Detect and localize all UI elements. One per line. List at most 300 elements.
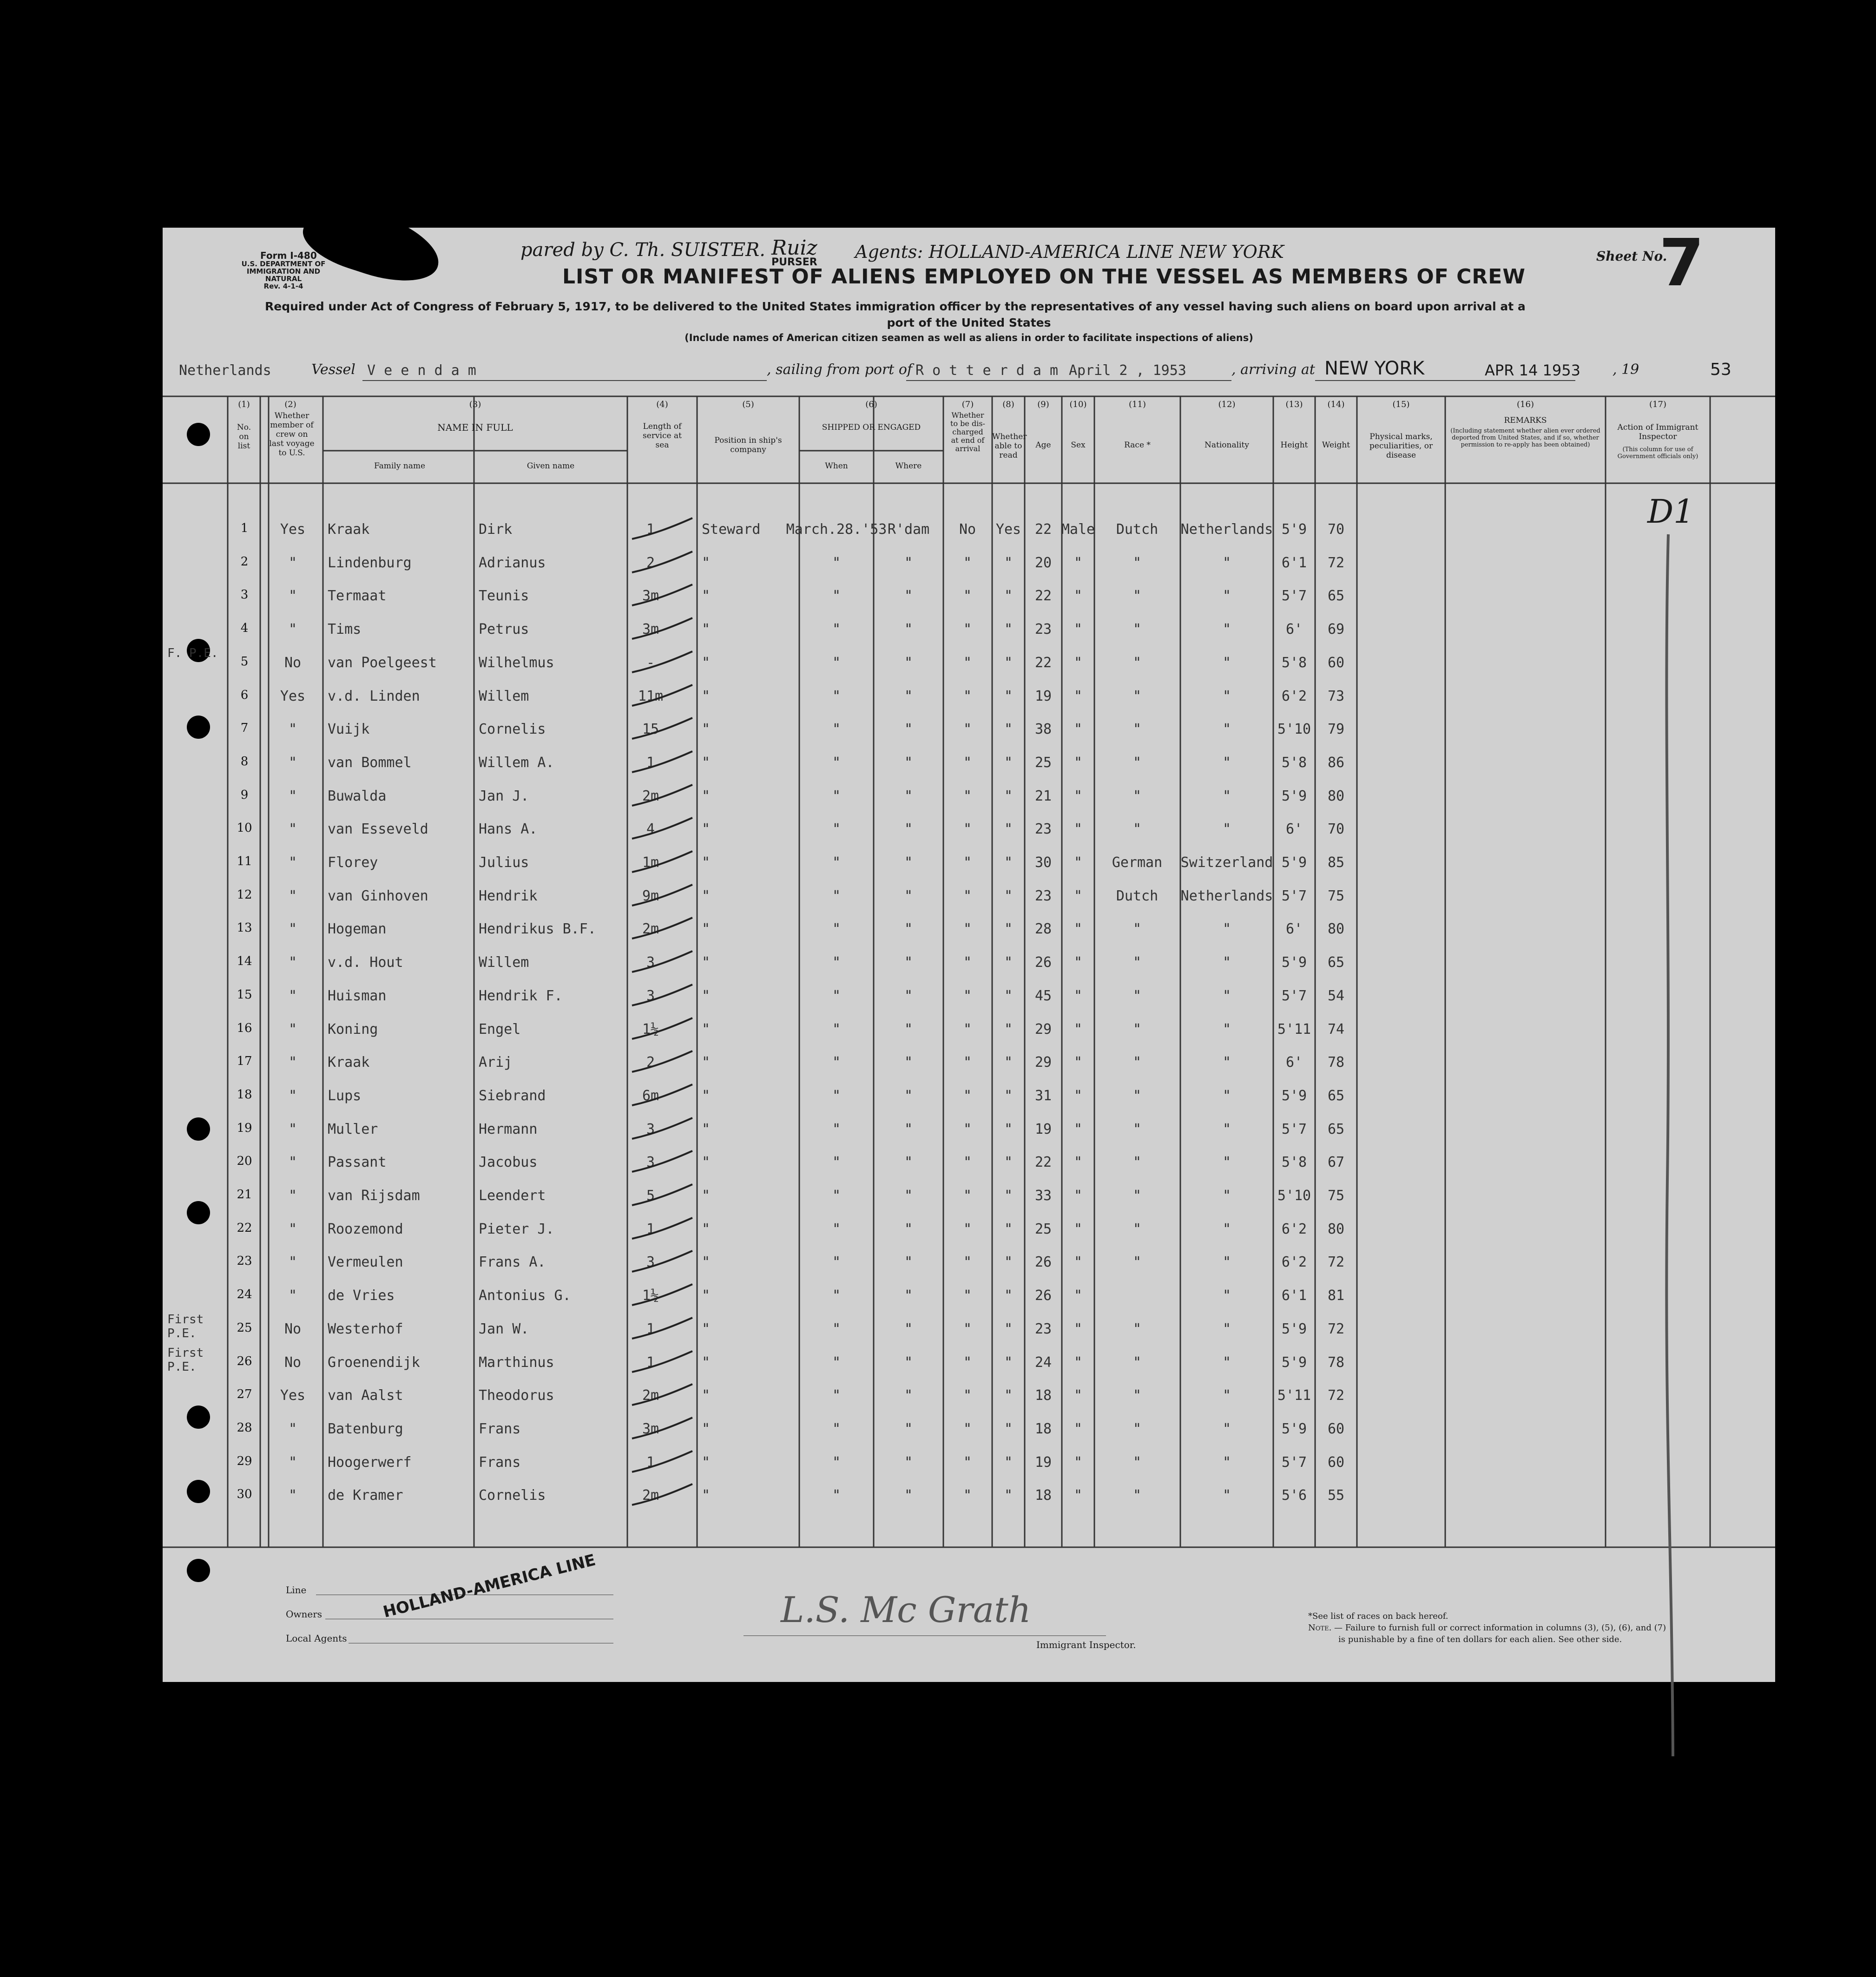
cell-when: "	[832, 1454, 841, 1471]
cell-given: Willem A.	[479, 754, 554, 771]
cell-service: 2m	[642, 1487, 659, 1504]
cell-when: "	[832, 854, 841, 871]
cell-height: 6'	[1285, 621, 1303, 638]
cell-age: 23	[1034, 887, 1052, 904]
cell-height: 6'	[1285, 1054, 1303, 1071]
cell-family: van Poelgeest	[328, 654, 437, 671]
cell-when: "	[832, 1188, 841, 1204]
col8-num: (8)	[1002, 400, 1014, 409]
pen-check-mark	[630, 749, 695, 777]
subtitle-3: (Include names of American citizen seamen as well as aliens in order to facilitate inspections of aliens)	[685, 332, 1253, 343]
cell-when: "	[832, 987, 841, 1004]
cell-where: "	[904, 654, 913, 671]
cell-nationality: Switzerland	[1180, 854, 1273, 871]
cell-service: 2m	[642, 921, 659, 938]
cell-no: 7	[240, 721, 249, 736]
cell-prev: "	[288, 921, 297, 938]
pen-check-mark	[630, 1049, 695, 1077]
pen-check-mark	[630, 616, 695, 644]
cell-nationality: "	[1222, 821, 1231, 838]
cell-age: 25	[1034, 754, 1052, 771]
cell-where: "	[904, 1420, 913, 1437]
cell-height: 5'9	[1281, 788, 1307, 804]
col17-note: (This column for use of Government officials only)	[1617, 446, 1698, 460]
col6-where-label: Where	[895, 461, 922, 471]
cell-read: "	[1004, 1420, 1013, 1437]
cell-position: "	[702, 854, 711, 871]
cell-read: "	[1004, 1054, 1013, 1071]
agents-line: Agents: HOLLAND-AMERICA LINE NEW YORK	[855, 242, 1284, 262]
cell-family: Batenburg	[328, 1420, 403, 1437]
pen-check-mark	[630, 1182, 695, 1210]
col3-given-label: Given name	[527, 461, 575, 471]
cell-weight: 69	[1327, 621, 1345, 638]
cell-where: "	[904, 1320, 913, 1337]
cell-no: 23	[237, 1254, 252, 1268]
cell-prev: "	[288, 1487, 297, 1504]
cell-given: Siebrand	[479, 1087, 546, 1104]
cell-family: van Bommel	[328, 754, 412, 771]
cell-discharged: "	[963, 954, 972, 971]
cell-prev: "	[288, 1420, 297, 1437]
col1-num: (1)	[238, 400, 250, 409]
cell-read: "	[1004, 1287, 1013, 1304]
cell-age: 45	[1034, 987, 1052, 1004]
cell-where: "	[904, 1221, 913, 1237]
col2-num: (2)	[284, 400, 296, 409]
cell-where: "	[904, 754, 913, 771]
cell-prev: No	[284, 1354, 302, 1371]
cell-where: "	[904, 621, 913, 638]
col6-label: SHIPPED OR ENGAGED	[822, 423, 921, 432]
cell-no: 21	[237, 1188, 252, 1202]
col4-label: Length of service at sea	[643, 422, 682, 450]
cell-position: "	[702, 554, 711, 571]
cell-family: Lups	[328, 1087, 362, 1104]
cell-where: "	[904, 921, 913, 938]
cell-weight: 78	[1327, 1054, 1345, 1071]
cell-sex: "	[1073, 1354, 1083, 1371]
cell-discharged: "	[963, 588, 972, 604]
cell-when: "	[832, 1087, 841, 1104]
cell-given: Jan J.	[479, 788, 529, 804]
cell-when: March.28.'53	[786, 521, 887, 538]
cell-no: 8	[240, 754, 249, 768]
col16-num: (16)	[1517, 400, 1534, 409]
cell-where: "	[904, 1188, 913, 1204]
cell-where: "	[904, 1021, 913, 1038]
vessel-name: V e e n d a m	[367, 362, 476, 379]
cell-no: 24	[237, 1287, 252, 1302]
footer-note-star: *See list of races on back hereof.	[1308, 1611, 1448, 1621]
cell-race: "	[1132, 1154, 1142, 1171]
cell-where: "	[904, 1087, 913, 1104]
cell-service: 2	[646, 554, 655, 571]
cell-age: 24	[1034, 1354, 1052, 1371]
cell-weight: 72	[1327, 1320, 1345, 1337]
footer-line-label: Line	[286, 1584, 307, 1596]
cell-prev: "	[288, 854, 297, 871]
cell-sex: "	[1073, 1287, 1083, 1304]
cell-discharged: "	[963, 1420, 972, 1437]
cell-prev: No	[284, 1320, 302, 1337]
cell-age: 26	[1034, 1254, 1052, 1271]
cell-given: Jan W.	[479, 1320, 529, 1337]
cell-race: "	[1132, 1354, 1142, 1371]
cell-given: Pieter J.	[479, 1221, 554, 1237]
pen-check-mark	[630, 1415, 695, 1443]
cell-read: Yes	[995, 521, 1021, 538]
flag: Netherlands	[179, 362, 271, 379]
cell-given: Theodorus	[479, 1387, 554, 1404]
cell-age: 33	[1034, 1188, 1052, 1204]
cell-read: "	[1004, 954, 1013, 971]
cell-service: 1½	[642, 1021, 659, 1038]
cell-where: "	[904, 1387, 913, 1404]
cell-prev: "	[288, 1188, 297, 1204]
cell-family: Passant	[328, 1154, 387, 1171]
cell-margin-note: First P.E.	[167, 1312, 204, 1340]
cell-discharged: "	[963, 554, 972, 571]
pen-check-mark	[630, 683, 695, 710]
form-number: Form I-480	[260, 250, 317, 261]
cell-age: 23	[1034, 1320, 1052, 1337]
cell-discharged: "	[963, 1154, 972, 1171]
cell-position: "	[702, 987, 711, 1004]
cell-nationality: "	[1222, 621, 1231, 638]
cell-family: de Vries	[328, 1287, 395, 1304]
cell-height: 6'2	[1281, 1221, 1307, 1237]
cell-prev: Yes	[280, 688, 306, 704]
cell-height: 5'8	[1281, 1154, 1307, 1171]
cell-service: 1	[646, 1320, 655, 1337]
cell-race: "	[1132, 588, 1142, 604]
cell-race: Dutch	[1116, 887, 1159, 904]
manifest-title: LIST OR MANIFEST OF ALIENS EMPLOYED ON THE VESSEL AS MEMBERS OF CREW	[562, 265, 1526, 289]
cell-sex: "	[1073, 821, 1083, 838]
cell-family: Buwalda	[328, 788, 387, 804]
cell-margin-note: F. P.E.	[167, 646, 218, 660]
cell-when: "	[832, 1354, 841, 1371]
cell-position: "	[702, 1154, 711, 1171]
cell-position: "	[702, 1054, 711, 1071]
col17-num: (17)	[1649, 400, 1666, 409]
cell-read: "	[1004, 1387, 1013, 1404]
cell-read: "	[1004, 854, 1013, 871]
cell-age: 30	[1034, 854, 1052, 871]
cell-sex: "	[1073, 1054, 1083, 1071]
cell-nationality: "	[1222, 1121, 1231, 1137]
footer-note-2: is punishable by a fine of ten dollars for each alien. See other side.	[1338, 1635, 1622, 1644]
pen-check-mark	[630, 1116, 695, 1143]
cell-discharged: "	[963, 1054, 972, 1071]
cell-service: 15	[642, 721, 659, 738]
cell-nationality: "	[1222, 1287, 1231, 1304]
cell-race: "	[1132, 1087, 1142, 1104]
cell-nationality: "	[1222, 921, 1231, 938]
pen-check-mark	[630, 1482, 695, 1510]
cell-when: "	[832, 954, 841, 971]
sheet-number: 7	[1659, 225, 1705, 301]
cell-family: Muller	[328, 1121, 378, 1137]
cell-read: "	[1004, 621, 1013, 638]
cell-service: 6m	[642, 1087, 659, 1104]
purser-label: PURSER	[771, 256, 817, 268]
cell-family: Florey	[328, 854, 378, 871]
cell-weight: 72	[1327, 554, 1345, 571]
cell-sex: "	[1073, 854, 1083, 871]
cell-family: Tims	[328, 621, 362, 638]
cell-given: Julius	[479, 854, 529, 871]
cell-age: 26	[1034, 1287, 1052, 1304]
cell-height: 6'	[1285, 821, 1303, 838]
cell-age: 31	[1034, 1087, 1052, 1104]
cell-no: 3	[240, 588, 249, 602]
cell-height: 5'8	[1281, 654, 1307, 671]
cell-margin-note: First P.E.	[167, 1346, 204, 1374]
cell-given: Frans	[479, 1420, 521, 1437]
cell-prev: "	[288, 887, 297, 904]
cell-prev: "	[288, 588, 297, 604]
cell-age: 22	[1034, 1154, 1052, 1171]
subtitle-1: Required under Act of Congress of February 5, 1917, to be delivered to the United States immigration officer by the representatives of any vessel having such aliens on board upon arrival at a	[265, 300, 1526, 313]
cell-race: German	[1112, 854, 1163, 871]
cell-read: "	[1004, 1254, 1013, 1271]
cell-read: "	[1004, 1487, 1013, 1504]
cell-age: 25	[1034, 1221, 1052, 1237]
cell-given: Antonius G.	[479, 1287, 571, 1304]
cell-read: "	[1004, 921, 1013, 938]
cell-height: 5'7	[1281, 1454, 1307, 1471]
cell-no: 12	[237, 887, 252, 902]
cell-no: 30	[237, 1487, 252, 1502]
col3-num: (3)	[469, 400, 481, 409]
cell-family: van Esseveld	[328, 821, 428, 838]
cell-sex: "	[1073, 554, 1083, 571]
cell-position: "	[702, 1320, 711, 1337]
cell-sex: Male	[1061, 521, 1095, 538]
pen-check-mark	[630, 649, 695, 677]
cell-when: "	[832, 1154, 841, 1171]
cell-when: "	[832, 588, 841, 604]
cell-where: "	[904, 688, 913, 704]
cell-read: "	[1004, 1221, 1013, 1237]
cell-when: "	[832, 887, 841, 904]
cell-service: 9m	[642, 887, 659, 904]
cell-nationality: "	[1222, 554, 1231, 571]
col13-num: (13)	[1285, 400, 1303, 409]
arriving-port: NEW YORK	[1324, 358, 1425, 379]
cell-prev: "	[288, 1454, 297, 1471]
cell-discharged: No	[959, 521, 976, 538]
cell-prev: "	[288, 788, 297, 804]
cell-service: 1m	[642, 854, 659, 871]
cell-height: 5'11	[1277, 1021, 1311, 1038]
pen-check-mark	[630, 1349, 695, 1377]
cell-nationality: Netherlands	[1180, 887, 1273, 904]
pen-check-mark	[630, 949, 695, 977]
cell-family: Vermeulen	[328, 1254, 403, 1271]
cell-weight: 73	[1327, 688, 1345, 704]
cell-race: "	[1132, 1021, 1142, 1038]
year-suffix: 53	[1710, 360, 1731, 379]
cell-weight: 72	[1327, 1387, 1345, 1404]
cell-sex: "	[1073, 1320, 1083, 1337]
cell-where: "	[904, 1254, 913, 1271]
cell-height: 5'9	[1281, 1354, 1307, 1371]
inspector-check-line	[1613, 530, 1705, 1766]
cell-position: "	[702, 1354, 711, 1371]
cell-age: 22	[1034, 521, 1052, 538]
cell-when: "	[832, 1287, 841, 1304]
pen-check-mark	[630, 1149, 695, 1176]
col10-num: (10)	[1069, 400, 1087, 409]
cell-weight: 86	[1327, 754, 1345, 771]
cell-height: 6'2	[1281, 688, 1307, 704]
col6-when-label: When	[825, 461, 848, 471]
cell-nationality: "	[1222, 1354, 1231, 1371]
purser-signature: Ruiz	[771, 236, 817, 260]
cell-age: 38	[1034, 721, 1052, 738]
cell-family: van Rijsdam	[328, 1188, 420, 1204]
cell-read: "	[1004, 821, 1013, 838]
cell-service: 2	[646, 1054, 655, 1071]
cell-nationality: "	[1222, 1420, 1231, 1437]
cell-discharged: "	[963, 921, 972, 938]
pen-check-mark	[630, 549, 695, 577]
cell-no: 15	[237, 987, 252, 1002]
cell-when: "	[832, 1387, 841, 1404]
cell-service: 11m	[638, 688, 664, 704]
cell-sex: "	[1073, 1121, 1083, 1137]
cell-sex: "	[1073, 1154, 1083, 1171]
footer-owners-label: Owners	[286, 1609, 323, 1620]
cell-race: "	[1132, 1487, 1142, 1504]
cell-service: 1	[646, 1354, 655, 1371]
cell-position: "	[702, 1121, 711, 1137]
pen-check-mark	[630, 716, 695, 743]
cell-position: "	[702, 1387, 711, 1404]
cell-given: Petrus	[479, 621, 529, 638]
cell-prev: "	[288, 754, 297, 771]
cell-sex: "	[1073, 1454, 1083, 1471]
cell-no: 1	[240, 521, 249, 535]
cell-discharged: "	[963, 887, 972, 904]
cell-when: "	[832, 788, 841, 804]
cell-race: "	[1132, 1420, 1142, 1437]
cell-given: Hermann	[479, 1121, 538, 1137]
cell-where: "	[904, 788, 913, 804]
cell-age: 29	[1034, 1054, 1052, 1071]
cell-family: van Aalst	[328, 1387, 403, 1404]
cell-when: "	[832, 1320, 841, 1337]
cell-when: "	[832, 554, 841, 571]
holland-america-stamp: HOLLAND-AMERICA LINE	[381, 1550, 598, 1622]
cell-weight: 60	[1327, 1420, 1345, 1437]
cell-where: "	[904, 1354, 913, 1371]
inspector-label: Immigrant Inspector.	[1036, 1639, 1136, 1650]
cell-service: 1	[646, 521, 655, 538]
pen-check-mark	[630, 815, 695, 843]
cell-prev: "	[288, 1121, 297, 1137]
cell-height: 5'7	[1281, 1121, 1307, 1137]
cell-prev: "	[288, 1221, 297, 1237]
cell-given: Hans A.	[479, 821, 538, 838]
cell-weight: 70	[1327, 821, 1345, 838]
col14-num: (14)	[1327, 400, 1345, 409]
cell-service: 4	[646, 821, 655, 838]
pen-check-mark	[630, 982, 695, 1010]
pen-check-mark	[630, 1248, 695, 1276]
cell-when: "	[832, 921, 841, 938]
col7-num: (7)	[961, 400, 974, 409]
subtitle-2: port of the United States	[887, 316, 1051, 329]
cell-weight: 74	[1327, 1021, 1345, 1038]
cell-service: 3	[646, 1254, 655, 1271]
cell-nationality: "	[1222, 588, 1231, 604]
cell-discharged: "	[963, 1188, 972, 1204]
cell-height: 5'11	[1277, 1387, 1311, 1404]
cell-service: -	[646, 654, 655, 671]
cell-when: "	[832, 1221, 841, 1237]
cell-position: "	[702, 621, 711, 638]
cell-no: 16	[237, 1021, 252, 1035]
cell-where: "	[904, 821, 913, 838]
cell-height: 5'9	[1281, 521, 1307, 538]
cell-given: Willem	[479, 688, 529, 704]
cell-weight: 80	[1327, 788, 1345, 804]
cell-read: "	[1004, 754, 1013, 771]
cell-given: Willem	[479, 954, 529, 971]
cell-given: Frans A.	[479, 1254, 546, 1271]
cell-discharged: "	[963, 1221, 972, 1237]
cell-discharged: "	[963, 1121, 972, 1137]
cell-race: "	[1132, 821, 1142, 838]
cell-family: Kraak	[328, 521, 370, 538]
cell-discharged: "	[963, 788, 972, 804]
col12-num: (12)	[1218, 400, 1236, 409]
cell-sex: "	[1073, 1021, 1083, 1038]
cell-read: "	[1004, 1320, 1013, 1337]
cell-sex: "	[1073, 1221, 1083, 1237]
cell-where: "	[904, 721, 913, 738]
cell-position: "	[702, 921, 711, 938]
cell-service: 3	[646, 987, 655, 1004]
cell-where: "	[904, 1287, 913, 1304]
cell-weight: 67	[1327, 1154, 1345, 1171]
cell-given: Cornelis	[479, 1487, 546, 1504]
cell-prev: "	[288, 987, 297, 1004]
cell-given: Hendrik F.	[479, 987, 563, 1004]
cell-prev: Yes	[280, 1387, 306, 1404]
cell-position: "	[702, 954, 711, 971]
cell-when: "	[832, 1487, 841, 1504]
cell-position: "	[702, 1454, 711, 1471]
cell-nationality: "	[1222, 688, 1231, 704]
cell-position: "	[702, 1188, 711, 1204]
cell-age: 22	[1034, 588, 1052, 604]
col15-label: Physical marks, peculiarities, or disease	[1369, 432, 1433, 460]
cell-nationality: "	[1222, 721, 1231, 738]
cell-where: "	[904, 1054, 913, 1071]
col6-num: (6)	[865, 400, 877, 409]
cell-race: "	[1132, 1254, 1142, 1271]
col2-label: Whether member of crew on last voyage to U.S.	[269, 411, 315, 458]
cell-no: 2	[240, 554, 249, 569]
cell-weight: 65	[1327, 588, 1345, 604]
cell-read: "	[1004, 1454, 1013, 1471]
cell-age: 22	[1034, 654, 1052, 671]
